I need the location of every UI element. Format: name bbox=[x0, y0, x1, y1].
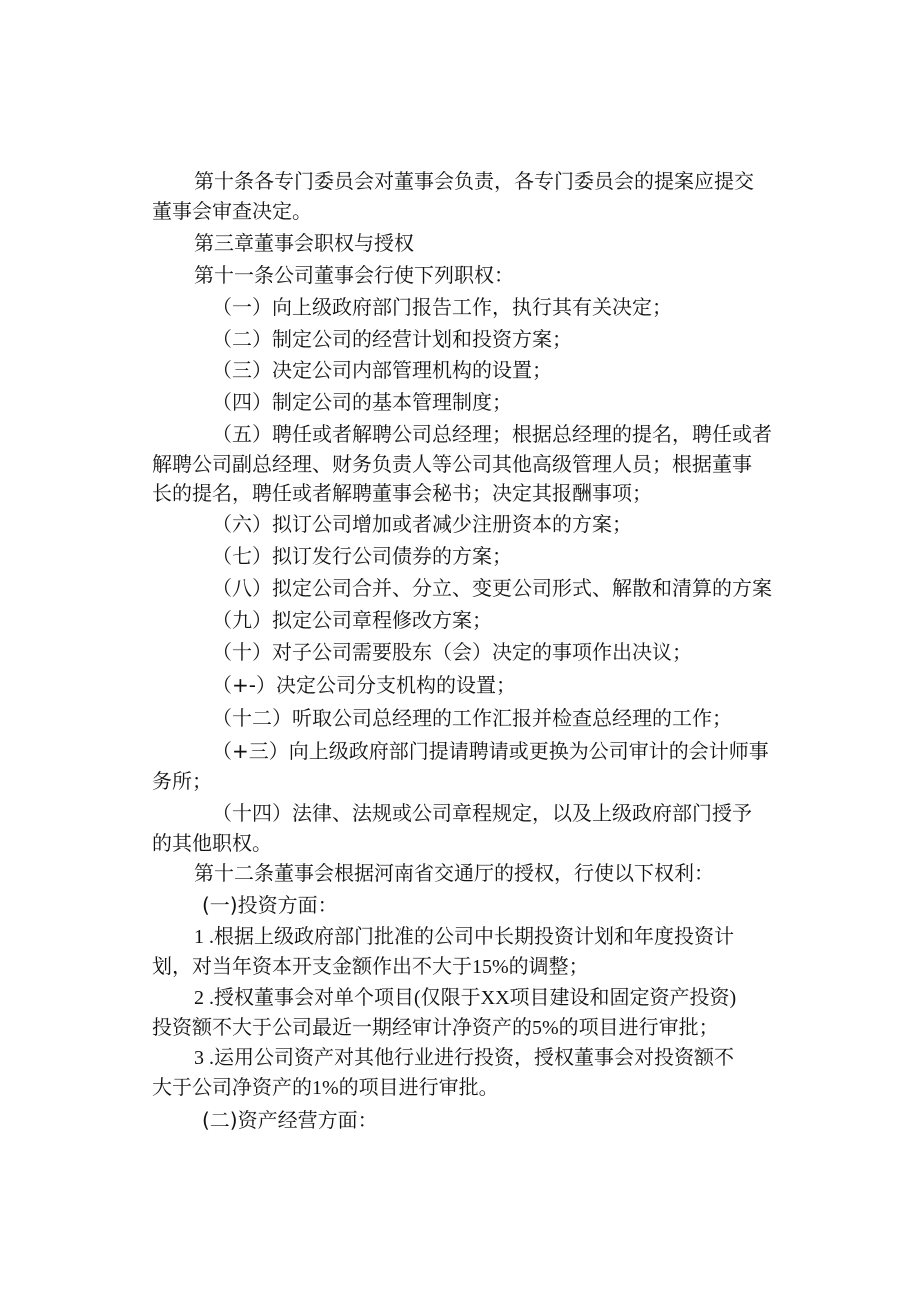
investment-clause-2-continuation: 投资额不大于公司最近一期经审计净资产的5%的项目进行审批； bbox=[152, 1017, 719, 1039]
article-11-intro: 第十一条公司董事会行使下列职权： bbox=[194, 263, 514, 287]
list-item: （十二）听取公司总经理的工作汇报并检查总经理的工作； bbox=[212, 706, 732, 730]
investment-clause-3: 3 .运用公司资产对其他行业进行投资，授权董事会对投资额不 bbox=[194, 1047, 734, 1069]
list-item: （八）拟定公司合并、分立、变更公司形式、解散和清算的方案 bbox=[212, 576, 772, 600]
list-item: （一）向上级政府部门报告工作，执行其有关决定； bbox=[212, 295, 672, 319]
investment-clause-2: 2 .授权董事会对单个项目(仅限于XX项目建设和固定资产投资) bbox=[194, 987, 737, 1009]
list-item-continuation: 解聘公司副总经理、财务负责人等公司其他高级管理人员；根据董事 bbox=[152, 452, 752, 476]
list-item-continuation: 务所； bbox=[152, 769, 212, 793]
section-heading-asset-operation: (二)资产经营方面： bbox=[202, 1108, 378, 1132]
article-10-line-2: 董事会审查决定。 bbox=[152, 199, 312, 223]
list-item: （五）聘任或者解聘公司总经理；根据总经理的提名，聘任或者 bbox=[212, 422, 772, 446]
investment-clause-1: 1 .根据上级政府部门批准的公司中长期投资计划和年度投资计 bbox=[194, 926, 734, 948]
chapter-3-heading: 第三章董事会职权与授权 bbox=[194, 231, 414, 255]
list-item: （三）决定公司内部管理机构的设置； bbox=[212, 358, 552, 382]
list-item: （+-）决定公司分支机构的设置； bbox=[212, 673, 516, 697]
list-item: （九）拟定公司章程修改方案； bbox=[212, 608, 492, 632]
list-item: （七）拟订发行公司债券的方案； bbox=[212, 544, 512, 568]
list-item-continuation: 的其他职权。 bbox=[152, 831, 272, 855]
list-item: （四）制定公司的基本管理制度； bbox=[212, 390, 512, 414]
article-12-intro: 第十二条董事会根据河南省交通厅的授权，行使以下权利： bbox=[194, 861, 714, 885]
section-heading-investment: (一)投资方面： bbox=[202, 893, 338, 917]
list-item-continuation: 长的提名，聘任或者解聘董事会秘书；决定其报酬事项； bbox=[152, 481, 652, 505]
list-item: （十）对子公司需要股东（会）决定的事项作出决议； bbox=[212, 640, 692, 664]
list-item: （六）拟订公司增加或者减少注册资本的方案； bbox=[212, 512, 632, 536]
article-10-line-1: 第十条各专门委员会对董事会负责，各专门委员会的提案应提交 bbox=[194, 169, 754, 193]
investment-clause-1-continuation: 划，对当年资本开支金额作出不大于15%的调整； bbox=[152, 956, 589, 978]
list-item: （十四）法律、法规或公司章程规定，以及上级政府部门授予 bbox=[212, 801, 752, 825]
list-item: （二）制定公司的经营计划和投资方案； bbox=[212, 327, 572, 351]
list-item: （+三）向上级政府部门提请聘请或更换为公司审计的会计师事 bbox=[212, 739, 769, 763]
investment-clause-3-continuation: 大于公司净资产的1%的项目进行审批。 bbox=[152, 1077, 499, 1099]
